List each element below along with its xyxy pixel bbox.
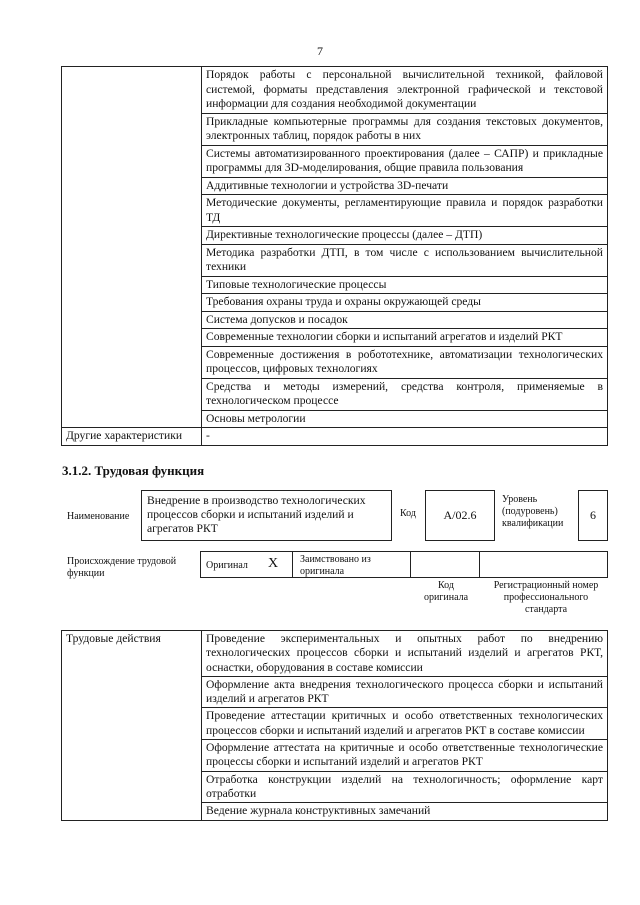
knowledge-item: Прикладные компьютерные программы для создания текстовых документов, электронных таблиц, порядок работы в них xyxy=(202,113,608,145)
knowledge-item: Требования охраны труда и охраны окружающей среды xyxy=(202,294,608,312)
knowledge-item: Современные технологии сборки и испытаний агрегатов и изделий РКТ xyxy=(202,329,608,347)
knowledge-item: Директивные технологические процессы (далее – ДТП) xyxy=(202,227,608,245)
labor-actions-label: Трудовые действия xyxy=(62,631,202,821)
labor-action-item: Проведение экспериментальных и опытных работ по внедрению технологических процессов сборки и испытаний изделий и агрегатов РКТ, оснастки, оборудования в составе комиссии xyxy=(202,631,608,677)
knowledge-item: Методические документы, регламентирующие правила и порядок разработки ТД xyxy=(202,195,608,227)
level-label: Уровень (подуровень) квалификации xyxy=(502,494,564,529)
labor-action-item: Оформление акта внедрения технологического процесса сборки и испытаний изделий и агрегатов РКТ xyxy=(202,676,608,708)
knowledge-table xyxy=(61,66,608,446)
labor-action-item: Проведение аттестации критичных и особо ответственных технологических процессов сборки и испытаний изделий и агрегатов РКТ в составе комиссии xyxy=(202,708,608,740)
origin-label: Происхождение трудовой функции xyxy=(67,556,177,579)
knowledge-item: Средства и методы измерений, средства контроля, применяемые в технологическом процессе xyxy=(202,378,608,410)
code-box xyxy=(425,490,495,541)
table-row xyxy=(62,428,608,446)
code-original-label: Код оригинала xyxy=(423,580,469,603)
code-label: Код xyxy=(400,508,416,519)
knowledge-item: Типовые технологические процессы xyxy=(202,276,608,294)
labor-action-item: Отработка конструкции изделий на технологичность; оформление карт отработки xyxy=(202,771,608,803)
table-cell-empty xyxy=(62,67,202,428)
knowledge-item: Аддитивные технологии и устройства 3D-печати xyxy=(202,177,608,195)
function-code: A/02.6 xyxy=(443,508,477,522)
knowledge-item: Основы метрологии xyxy=(202,410,608,428)
knowledge-item: Порядок работы с персональной вычислительной техникой, файловой системой, форматы представления электронной графической и текстовой информации для создания необходимой документации xyxy=(202,67,608,114)
qualification-level: 6 xyxy=(590,508,596,522)
reg-number-label: Регистрационный номер профессионального стандарта xyxy=(493,580,599,615)
knowledge-item: Методика разработки ДТП, в том числе с использованием вычислительной техники xyxy=(202,244,608,276)
borrowed-cell xyxy=(292,551,411,578)
table-row xyxy=(62,67,608,114)
name-label: Наименование xyxy=(67,511,130,522)
knowledge-item: Система допусков и посадок xyxy=(202,311,608,329)
reg-number-cell xyxy=(479,551,608,578)
code-original-cell xyxy=(410,551,480,578)
function-name-box xyxy=(141,490,392,541)
section-title: 3.1.2. Трудовая функция xyxy=(62,463,205,478)
original-mark: X xyxy=(268,556,279,571)
level-box xyxy=(578,490,608,541)
knowledge-item: Современные достижения в робототехнике, автоматизации технологических процессов, цифровых технологиях xyxy=(202,346,608,378)
original-cell xyxy=(200,551,293,578)
labor-action-item: Ведение журнала конструктивных замечаний xyxy=(202,803,608,820)
labor-action-item: Оформление аттестата на критичные и особо ответственные технологические процессы сборки и испытаний изделий и агрегатов РКТ xyxy=(202,740,608,772)
function-name: Внедрение в производство технологических процессов сборки и испытаний изделий и агрегатов РКТ xyxy=(147,494,366,535)
page-number: 7 xyxy=(317,44,323,58)
original-label: Оригинал xyxy=(206,560,248,571)
knowledge-item: Системы автоматизированного проектирования (далее – САПР) и прикладные программы для 3D-моделирования, общие правила пользования xyxy=(202,145,608,177)
labor-actions-table xyxy=(61,630,608,821)
borrowed-label: Заимствовано из оригинала xyxy=(300,554,371,577)
other-characteristics-value: - xyxy=(202,428,608,446)
table-row xyxy=(62,631,608,677)
other-characteristics-label: Другие характеристики xyxy=(62,428,202,446)
